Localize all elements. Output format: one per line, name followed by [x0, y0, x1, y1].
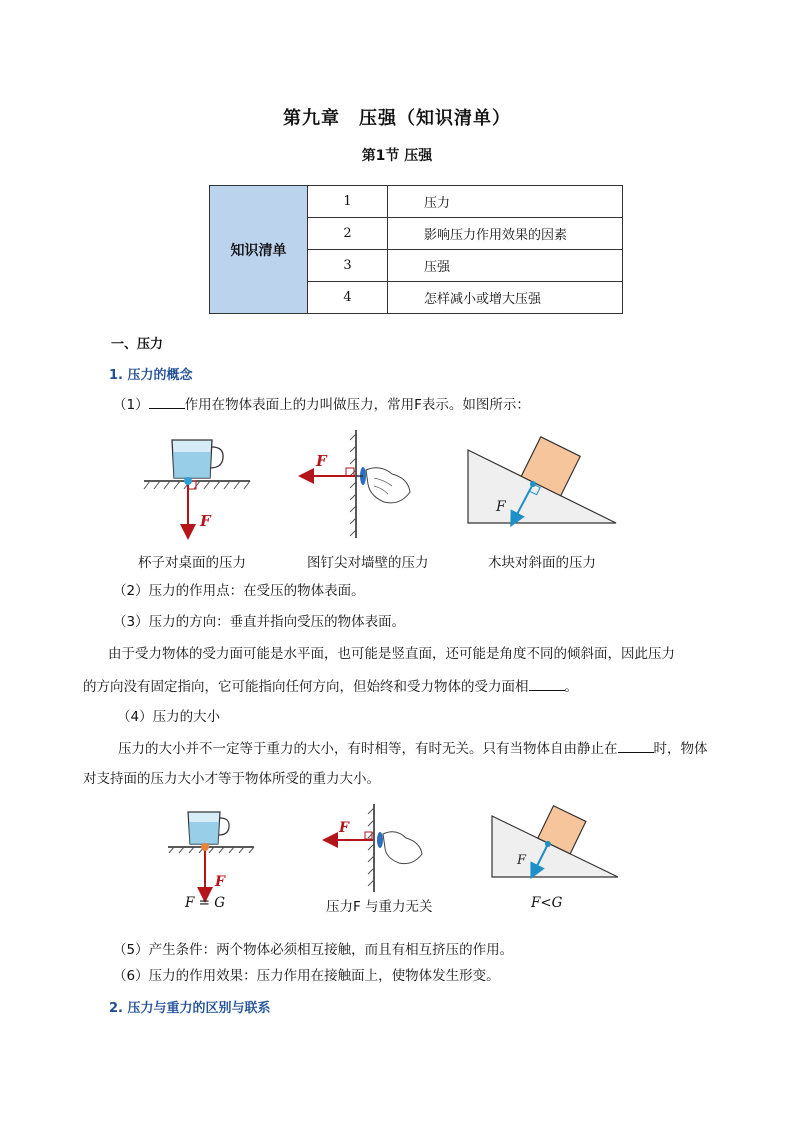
knowledge-list-table: [209, 185, 623, 314]
section-title: 第1节 压强: [361, 148, 433, 164]
table-header: 知识清单: [210, 186, 308, 314]
force-label: F: [339, 820, 349, 836]
row-item: 怎样减小或增大压强: [388, 282, 623, 314]
paragraph-4-line1: 由于受力物体的受力面可能是水平面，也可能是竖直面，还可能是角度不同的倾斜面，因此压力: [108, 646, 675, 662]
figure-caption: 图钉尖对墙壁的压力: [307, 555, 429, 571]
paragraph-7: （5）产生条件：两个物体必须相互接触，而且有相互挤压的作用。: [113, 942, 514, 958]
figure-caption: 木块对斜面的压力: [488, 555, 596, 571]
row-item: 压强: [388, 250, 623, 282]
paragraph-2: （2）压力的作用点：在受压的物体表面。: [113, 583, 365, 599]
para-text: 。: [564, 679, 578, 695]
pressure-figures-1: [130, 420, 650, 545]
table-row: [210, 186, 623, 218]
figure-caption: F<G: [531, 895, 563, 911]
row-item: 压力: [388, 186, 623, 218]
force-label: F: [496, 499, 506, 515]
section-heading: 一、压力: [111, 337, 164, 352]
fill-blank: [618, 738, 654, 753]
subsection-heading: 2. 压力与重力的区别与联系: [109, 1001, 271, 1016]
force-label: F: [316, 452, 327, 470]
paragraph-5: （4）压力的大小: [117, 709, 221, 725]
row-number: 3: [308, 250, 388, 282]
paragraph-8: （6）压力的作用效果：压力作用在接触面上，使物体发生形变。: [113, 968, 500, 984]
paragraph-3: （3）压力的方向：垂直并指向受压的物体表面。: [113, 614, 406, 630]
force-label: F: [517, 853, 527, 868]
row-number: 1: [308, 186, 388, 218]
para-text: （1）: [113, 397, 149, 413]
paragraph-4-line2: [83, 676, 578, 697]
block-on-incline-diagram-2: [492, 806, 618, 877]
fill-blank: [149, 394, 185, 409]
force-label: F: [200, 512, 211, 530]
paragraph-6-line2: 对支持面的压力大小才等于物体所受的重力大小。: [83, 771, 380, 787]
para-text: 时，物体: [653, 741, 708, 757]
para-text: 压力的大小并不一定等于重力的大小，有时相等，有时无关。只有当物体自由静止在: [118, 741, 618, 757]
row-item: 影响压力作用效果的因素: [388, 218, 623, 250]
force-label: F: [215, 874, 225, 890]
pin-on-wall-diagram: [306, 430, 410, 538]
paragraph-6-line1: [118, 738, 708, 759]
para-text: 作用在物体表面上的力叫做压力，常用F表示。如图所示：: [184, 397, 530, 413]
subsection-heading: 1. 压力的概念: [109, 368, 193, 383]
figure-caption: F = G: [185, 895, 226, 911]
row-number: 2: [308, 218, 388, 250]
cup-on-table-diagram: [144, 440, 250, 532]
cup-on-table-diagram-2: [168, 812, 254, 895]
row-number: 4: [308, 282, 388, 314]
figure-caption: 杯子对桌面的压力: [138, 555, 246, 571]
para-text: 的方向没有固定指向，它可能指向任何方向，但始终和受力物体的受力面相: [83, 679, 529, 695]
pin-on-wall-diagram-2: [330, 804, 422, 892]
figure-caption: 压力F 与重力无关: [326, 899, 433, 915]
fill-blank: [529, 676, 565, 691]
block-on-incline-diagram: [468, 437, 616, 523]
paragraph-1: [113, 394, 530, 415]
page-title: 第九章 压强（知识清单）: [283, 108, 511, 129]
